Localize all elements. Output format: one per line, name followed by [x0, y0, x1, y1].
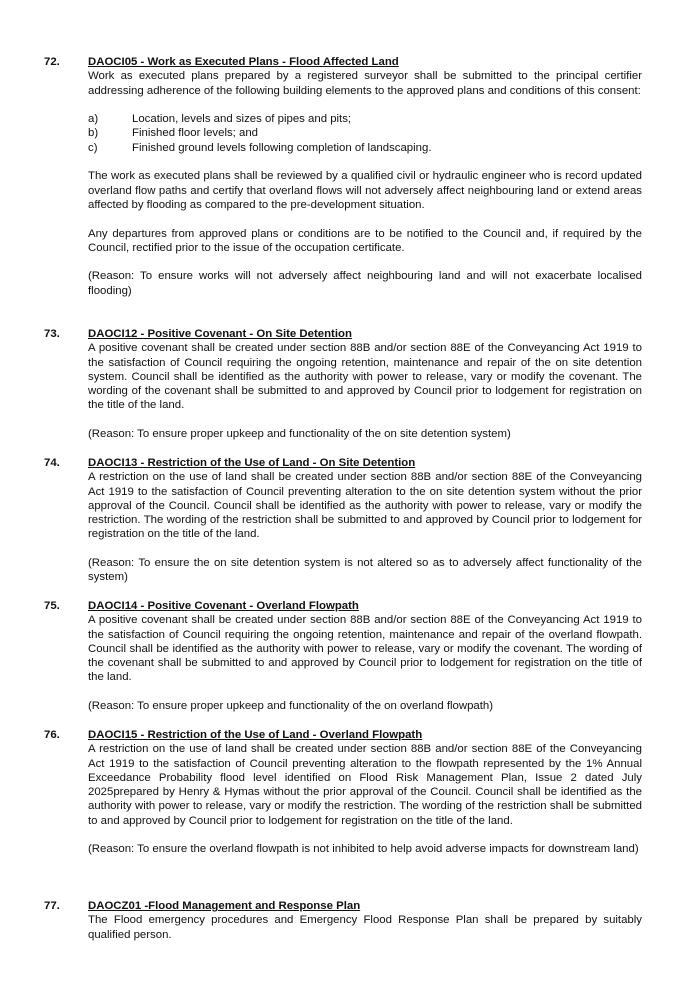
list-item	[88, 112, 642, 126]
condition-75	[44, 599, 642, 713]
condition-paragraph: The work as executed plans shall be reviewed by a qualified civil or hydraulic engineer who is record updated overland flow paths and certify that overland flows will not adversely affect neighbouring land or extend areas affected by flooding as compared to the pre-development situation.	[88, 170, 642, 211]
condition-text: The Flood emergency procedures and Emergency Flood Response Plan shall be prepared by suitably qualified person.	[88, 914, 642, 941]
list-item-label: c)	[88, 141, 98, 154]
condition-title: DAOCZ01 -Flood Management and Response Plan	[88, 900, 361, 912]
condition-title: DAOCI05 - Work as Executed Plans - Flood Affected Land	[88, 56, 399, 68]
condition-number: 74.	[44, 457, 60, 469]
condition-77	[44, 899, 642, 942]
list-item-label: b)	[88, 127, 99, 140]
condition-paragraph: Any departures from approved plans or conditions are to be notified to the Council and, if required by the Council, rectified prior to the issue of the occupation certificate.	[88, 227, 642, 254]
condition-73	[44, 327, 642, 441]
condition-76	[44, 728, 642, 857]
list-item-label: a)	[88, 113, 99, 126]
condition-74	[44, 456, 642, 585]
condition-text: A positive covenant shall be created under section 88B and/or section 88E of the Conveyancing Act 1919 to the satisfaction of Council requiring the ongoing retention, maintenance and repair of the overland flowpath. Council shall be identified as the authority with power to release, vary or modify the covenant. The wording of the covenant shall be submitted to and approved by Council prior to lodgement for registration on the title of the land.	[88, 614, 642, 684]
condition-title: DAOCI15 - Restriction of the Use of Land - Overland Flowpath	[88, 729, 423, 741]
element-list	[88, 112, 642, 155]
condition-reason: (Reason: To ensure the overland flowpath is not inhibited to help avoid adverse impacts for downstream land)	[88, 843, 639, 856]
list-item-text: Location, levels and sizes of pipes and pits;	[132, 113, 352, 126]
list-item	[88, 126, 642, 140]
list-item-text: Finished ground levels following completion of landscaping.	[132, 141, 432, 154]
condition-number: 77.	[44, 900, 60, 912]
condition-title: DAOCI12 - Positive Covenant - On Site Detention	[88, 328, 352, 340]
list-item-text: Finished floor levels; and	[132, 127, 258, 140]
condition-title: DAOCI14 - Positive Covenant - Overland Flowpath	[88, 600, 359, 612]
condition-number: 75.	[44, 600, 60, 612]
condition-number: 72.	[44, 56, 60, 68]
condition-title: DAOCI13 - Restriction of the Use of Land - On Site Detention	[88, 457, 416, 469]
list-item	[88, 141, 642, 155]
condition-number: 76.	[44, 729, 60, 741]
condition-text: A restriction on the use of land shall be created under section 88B and/or section 88E of the Conveyancing Act 1919 to the satisfaction of Council preventing alteration to the on site detention system without the prior approval of the Council. Council shall be identified as the authority with power to release, vary or modify the restriction. The wording of the restriction shall be submitted to and approved by Council prior to lodgement for registration on the title of the land.	[88, 471, 642, 541]
condition-reason: (Reason: To ensure proper upkeep and functionality of the on overland flowpath)	[88, 700, 494, 713]
condition-text: A positive covenant shall be created under section 88B and/or section 88E of the Conveyancing Act 1919 to the satisfaction of Council requiring the ongoing retention, maintenance and repair of the on site detention system. Council shall be identified as the authority with power to release, vary or modify the covenant. The wording of the covenant shall be submitted to and approved by Council prior to lodgement for registration on the title of the land.	[88, 342, 642, 412]
condition-number: 73.	[44, 328, 60, 340]
condition-reason: (Reason: To ensure the on site detention system is not altered so as to adversely affect functionality of the system)	[88, 557, 642, 584]
condition-72	[44, 55, 642, 298]
condition-text: A restriction on the use of land shall be created under section 88B and/or section 88E of the Conveyancing Act 1919 to the satisfaction of Council preventing alteration to the flowpath represented by the 1% Annual Exceedance Probability flood level identified on Flood Risk Management Plan, Issue 2 dated July 2025prepared by Henry & Hymas without the prior approval of the Council. Council shall be identified as the authority with power to release, vary or modify the restriction. The wording of the restriction shall be submitted to and approved by Council prior to lodgement for registration on the title of the land.	[88, 743, 642, 827]
condition-reason: (Reason: To ensure proper upkeep and functionality of the on site detention system)	[88, 428, 511, 441]
condition-intro: Work as executed plans prepared by a registered surveyor shall be submitted to the principal certifier addressing adherence of the following building elements to the approved plans and conditions of this consent:	[88, 70, 642, 97]
condition-reason: (Reason: To ensure works will not adversely affect neighbouring land and will not exacerbate localised flooding)	[88, 270, 642, 297]
